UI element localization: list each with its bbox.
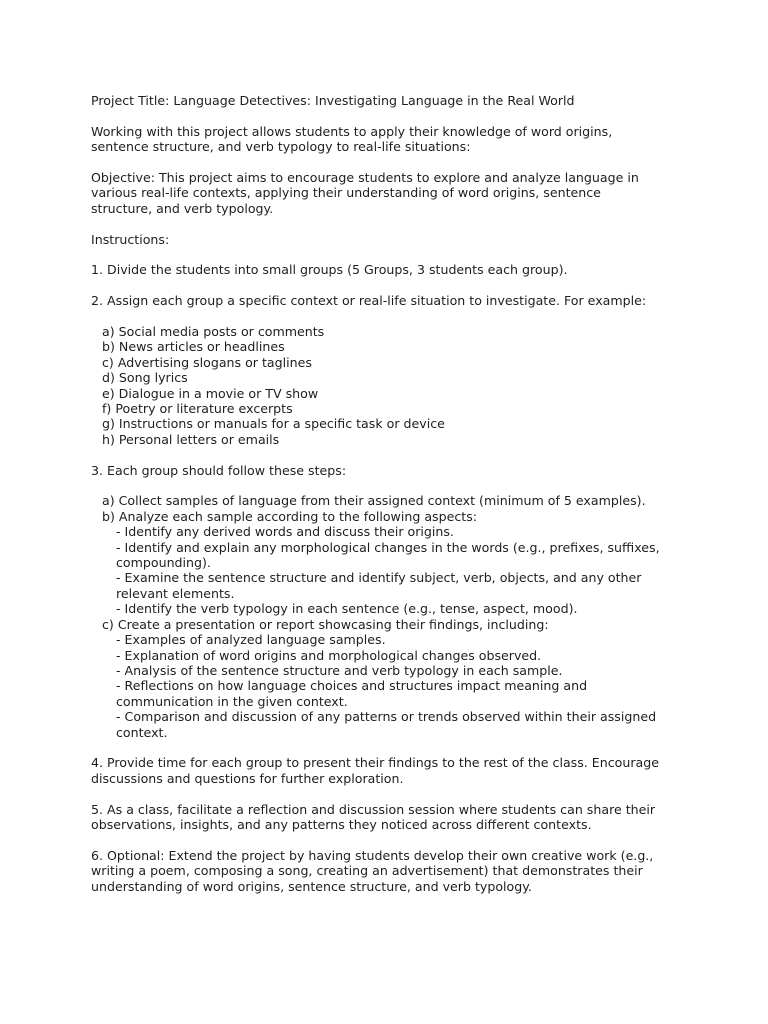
analysis-aspect: - Examine the sentence structure and identify subject, verb, objects, and any other relevant elements. [116,570,642,601]
presentation-item: - Analysis of the sentence structure and verb typology in each sample. [116,662,563,678]
step-3-b: b) Analyze each sample according to the following aspects: [102,508,478,524]
context-item: g) Instructions or manuals for a specific task or device [102,416,445,432]
intro-paragraph: Working with this project allows students to apply their knowledge of word origins, sentence structure, and verb typology to real-life situations: [91,123,613,155]
context-list [91,324,661,447]
context-item: c) Advertising slogans or taglines [102,354,312,370]
presentation-item: - Explanation of word origins and morphological changes observed. [116,647,542,663]
context-item: f) Poetry or literature excerpts [102,401,293,417]
step-3-c: c) Create a presentation or report showcasing their findings, including: [102,616,549,632]
project-title: Project Title: Language Detectives: Investigating Language in the Real World [91,93,575,108]
document-body [91,93,661,894]
step-2: 2. Assign each group a specific context or real-life situation to investigate. For example: [91,293,647,309]
step-3-a: a) Collect samples of language from their assigned context (minimum of 5 examples). [102,493,646,509]
presentation-item: - Reflections on how language choices and structures impact meaning and communication in the given context. [116,678,588,709]
context-item: h) Personal letters or emails [102,431,280,447]
context-item: b) News articles or headlines [102,339,285,355]
instructions-heading: Instructions: [91,231,170,247]
analysis-aspect: - Identify the verb typology in each sentence (e.g., tense, aspect, mood). [116,601,578,617]
presentation-item: - Examples of analyzed language samples. [116,632,386,648]
context-item: a) Social media posts or comments [102,324,325,339]
context-item: e) Dialogue in a movie or TV show [102,385,319,401]
analysis-aspect: - Identify and explain any morphological changes in the words (e.g., prefixes, suffixes, compounding). [116,539,660,571]
step-3-substeps [91,493,661,740]
objective-paragraph: Objective: This project aims to encourage students to explore and analyze language in various real-life contexts, applying their understanding of word origins, sentence structure, and verb typology. [91,170,639,216]
analysis-aspect: - Identify any derived words and discuss their origins. [116,524,454,540]
context-item: d) Song lyrics [102,370,188,386]
step-6: 6. Optional: Extend the project by having students develop their own creative work (e.g., writing a poem, composing a song, creating an advertisement) that demonstrates their understanding of word origins, sentence structure, and verb typology. [91,847,654,894]
step-5: 5. As a class, facilitate a reflection and discussion session where students can share their observations, insights, and any patterns they noticed across different contexts. [91,801,656,832]
presentation-item: - Comparison and discussion of any patterns or trends observed within their assigned context. [116,709,657,740]
step-3: 3. Each group should follow these steps: [91,462,347,478]
step-4: 4. Provide time for each group to present their findings to the rest of the class. Encourage discussions and questions for further exploration. [91,755,659,786]
step-1: 1. Divide the students into small groups (5 Groups, 3 students each group). [91,262,568,278]
